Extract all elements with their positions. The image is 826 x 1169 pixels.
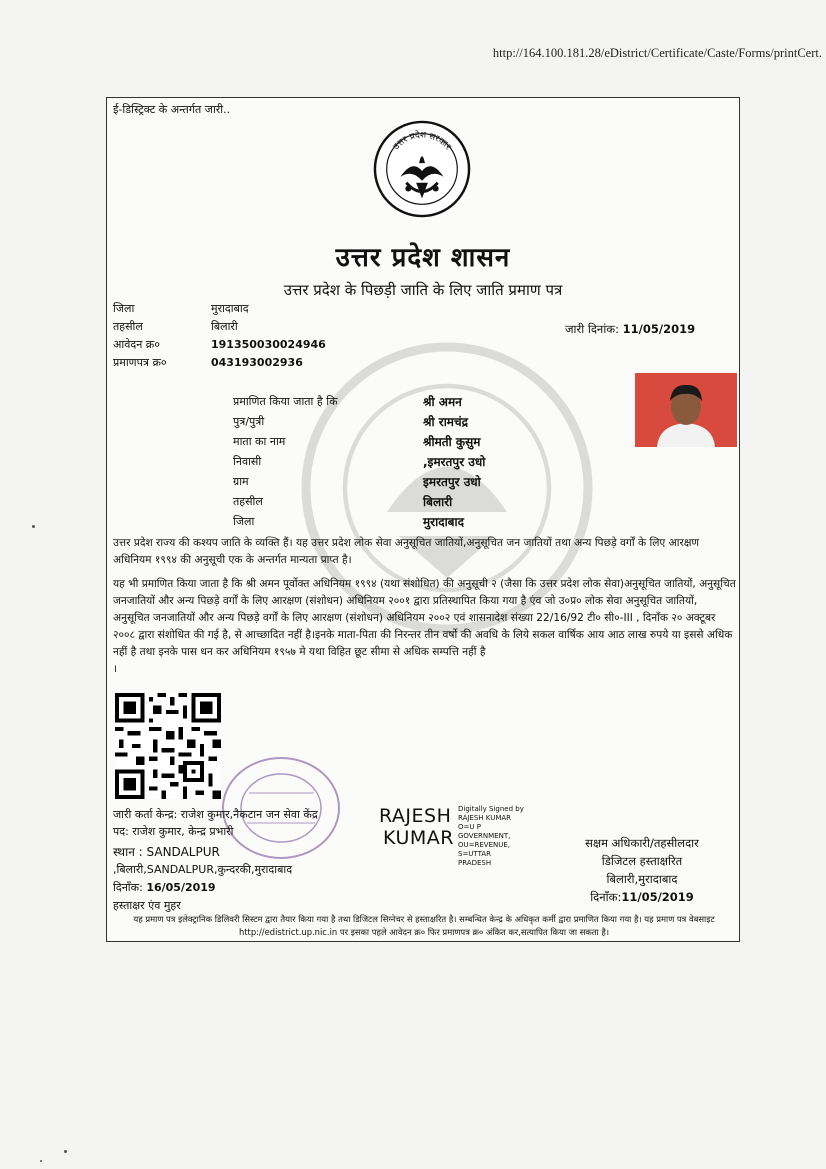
meta-label: प्रमाणपत्र क्र० [113, 356, 167, 369]
field-label: प्रमाणित किया जाता है कि [233, 395, 338, 408]
field-value: ,इमरतपुर उधो [423, 455, 486, 469]
digital-signature-detail: O=U P [458, 823, 481, 831]
digital-signature-detail: PRADESH [458, 859, 492, 867]
digital-signature-detail: S=UTTAR [458, 850, 491, 858]
meta-tehsil [113, 319, 238, 334]
field-value: श्री रामचंद्र [423, 415, 468, 429]
issue-date-value: 11/05/2019 [622, 322, 696, 336]
officer-date [547, 890, 737, 905]
income-paragraph-text: यह भी प्रमाणित किया जाता है कि श्री अमन पूर्वोक्त अधिनियम १९९४ (यथा संशोधित) की अनुसूची २ (जैसा कि उत्तर प्रदेश लोक सेवा)अनुसूचित जातियों, अनुसूचित जनजातियों और अन्य पिछड़े वर्गों के लिए आरक्षण (संशोधन) अधिनियम २००१ द्वारा प्रतिस्थापित किया गया है एंव जो उ०प्र० लोक सेवा अनुसूचित जातियों, अनुसूचित जनजातियों और अन्य पिछड़े वर्गों के लिए आरक्षण (संशोधन) अधिनियम २००२ एवं शासनादेश संख्या 22/16/92 टी० सी०-III , दिनाँक २० अक्टूबर २००८ द्वारा संशोधित की गई है, से आच्छादित नहीं है।इनके माता-पिता की निरन्तर तीन वर्षो की अवधि के लिये सकल वार्षिक आय आठ लाख रुपये या इससे अधिक नहीं है तथा इनके पास धन कर अधिनियम १९५७ मे यथा विहित छूट सीमा से अधिक सम्पत्ति नहीं है [113, 578, 736, 658]
field-value: इमरतपुर उधो [423, 475, 481, 489]
digital-signature-name-line: RAJESH [379, 805, 452, 827]
issuer-date-label: दिनाँक: [113, 881, 143, 894]
officer-signed: डिजिटल हस्ताक्षरित [601, 854, 683, 868]
issuer-address: ,बिलारी,SANDALPUR,कुन्दरकी,मुरादाबाद [113, 863, 293, 876]
qr-code-icon [115, 693, 221, 799]
field-label: ग्राम [233, 475, 249, 488]
meta-value: बिलारी [211, 320, 238, 333]
top-note: ई-डिस्ट्रिक्ट के अन्तर्गत जारी.. [113, 103, 231, 116]
meta-district [113, 301, 249, 316]
field-label: पुत्र/पुत्री [233, 415, 265, 428]
field-value: श्रीमती कुसुम [423, 435, 481, 449]
field-value: मुरादाबाद [423, 515, 465, 529]
scan-speck [32, 525, 35, 528]
digital-signature-detail: Digitally Signed by [458, 805, 524, 813]
income-paragraph [113, 576, 737, 678]
scan-speck [40, 1160, 42, 1162]
digital-signature-detail: GOVERNMENT, [458, 832, 511, 840]
footer-note: यह प्रमाण पत्र इलेक्ट्रानिक डिलिवरी सिस्टम द्वारा तैयार किया गया है तथा डिजिटल सिग्नेचर से हस्ताक्षरित है। सम्बन्धित केन्द्र के अधिकृत कर्मी द्वारा प्रमाणित किया गया है। यह प्रमाण पत्र वेबसाइट http://edistrict.up.nic.in पर इसका पहले आवेदन क्र० फिर प्रमाणपत्र क्र० अंकित कर,सत्यापित किया जा सकता है। [133, 914, 715, 937]
digital-signature-detail: OU=REVENUE, [458, 841, 511, 849]
digital-signature-name-line: KUMAR [383, 827, 454, 849]
meta-label: तहसील [113, 320, 143, 333]
digital-signature-detail: RAJESH KUMAR [458, 814, 512, 822]
officer-date-value: 11/05/2019 [621, 890, 694, 904]
officer-date-label: दिनाँक: [590, 890, 622, 904]
applicant-photo [635, 373, 737, 447]
field-value: बिलारी [423, 495, 453, 509]
issuer-sign-line: हस्ताक्षर एंव मुहर [113, 899, 181, 912]
meta-certificate-no [113, 355, 303, 370]
issue-date [565, 322, 695, 337]
certificate-subtitle: उत्तर प्रदेश के पिछड़ी जाति के लिए जाति प्रमाण पत्र [283, 281, 563, 299]
digital-signature-name [379, 805, 454, 849]
field-label: माता का नाम [233, 435, 286, 448]
caste-certificate [106, 97, 740, 942]
meta-label: जिला [113, 302, 135, 315]
field-label: तहसील [233, 495, 263, 508]
caste-paragraph: उत्तर प्रदेश राज्य की कश्यप जाति के व्यक्ति हैं। यह उत्तर प्रदेश लोक सेवा अनुसूचित जातियों,अनुसूचित जन जातियों तथा अन्य पिछड़े वर्गों के लिए आरक्षण अधिनियम १९९४ की अनुसूची एक के अन्तर्गत मान्यता प्राप्त है। [113, 537, 700, 566]
issuer-date-value: 16/05/2019 [146, 881, 216, 894]
scan-speck [64, 1150, 67, 1153]
issuer-place: स्थान : SANDALPUR [113, 845, 220, 859]
up-government-emblem-icon [373, 120, 471, 218]
meta-value: 191350030024946 [211, 338, 326, 351]
meta-label: आवेदन क्र० [113, 338, 160, 351]
officer-place: बिलारी,मुरादाबाद [606, 872, 678, 886]
meta-application-no [113, 337, 326, 352]
income-paragraph-end: । [113, 663, 118, 675]
meta-value: मुरादाबाद [211, 302, 249, 315]
issuer-date [113, 880, 216, 895]
digital-signature-details [458, 805, 524, 868]
page-title: उत्तर प्रदेश शासन [335, 243, 511, 273]
field-label: निवासी [233, 455, 262, 468]
officer-title: सक्षम अधिकारी/तहसीलदार [585, 836, 699, 850]
field-label: जिला [233, 515, 255, 528]
meta-value: 043193002936 [211, 356, 303, 369]
issuer-post: पद: राजेश कुमार, केन्द्र प्रभारी [113, 825, 234, 838]
emblem-text: उत्तर प्रदेश सरकार [391, 130, 453, 153]
issue-date-label: जारी दिनांक: [565, 322, 620, 336]
issuer-center: जारी कर्ता केन्द्र: राजेश कुमार,नैकटान जन सेवा केंद्र [113, 808, 318, 821]
field-value: श्री अमन [423, 395, 462, 409]
browser-url: http://164.100.181.28/eDistrict/Certificate/Caste/Forms/printCert. [492, 46, 822, 60]
